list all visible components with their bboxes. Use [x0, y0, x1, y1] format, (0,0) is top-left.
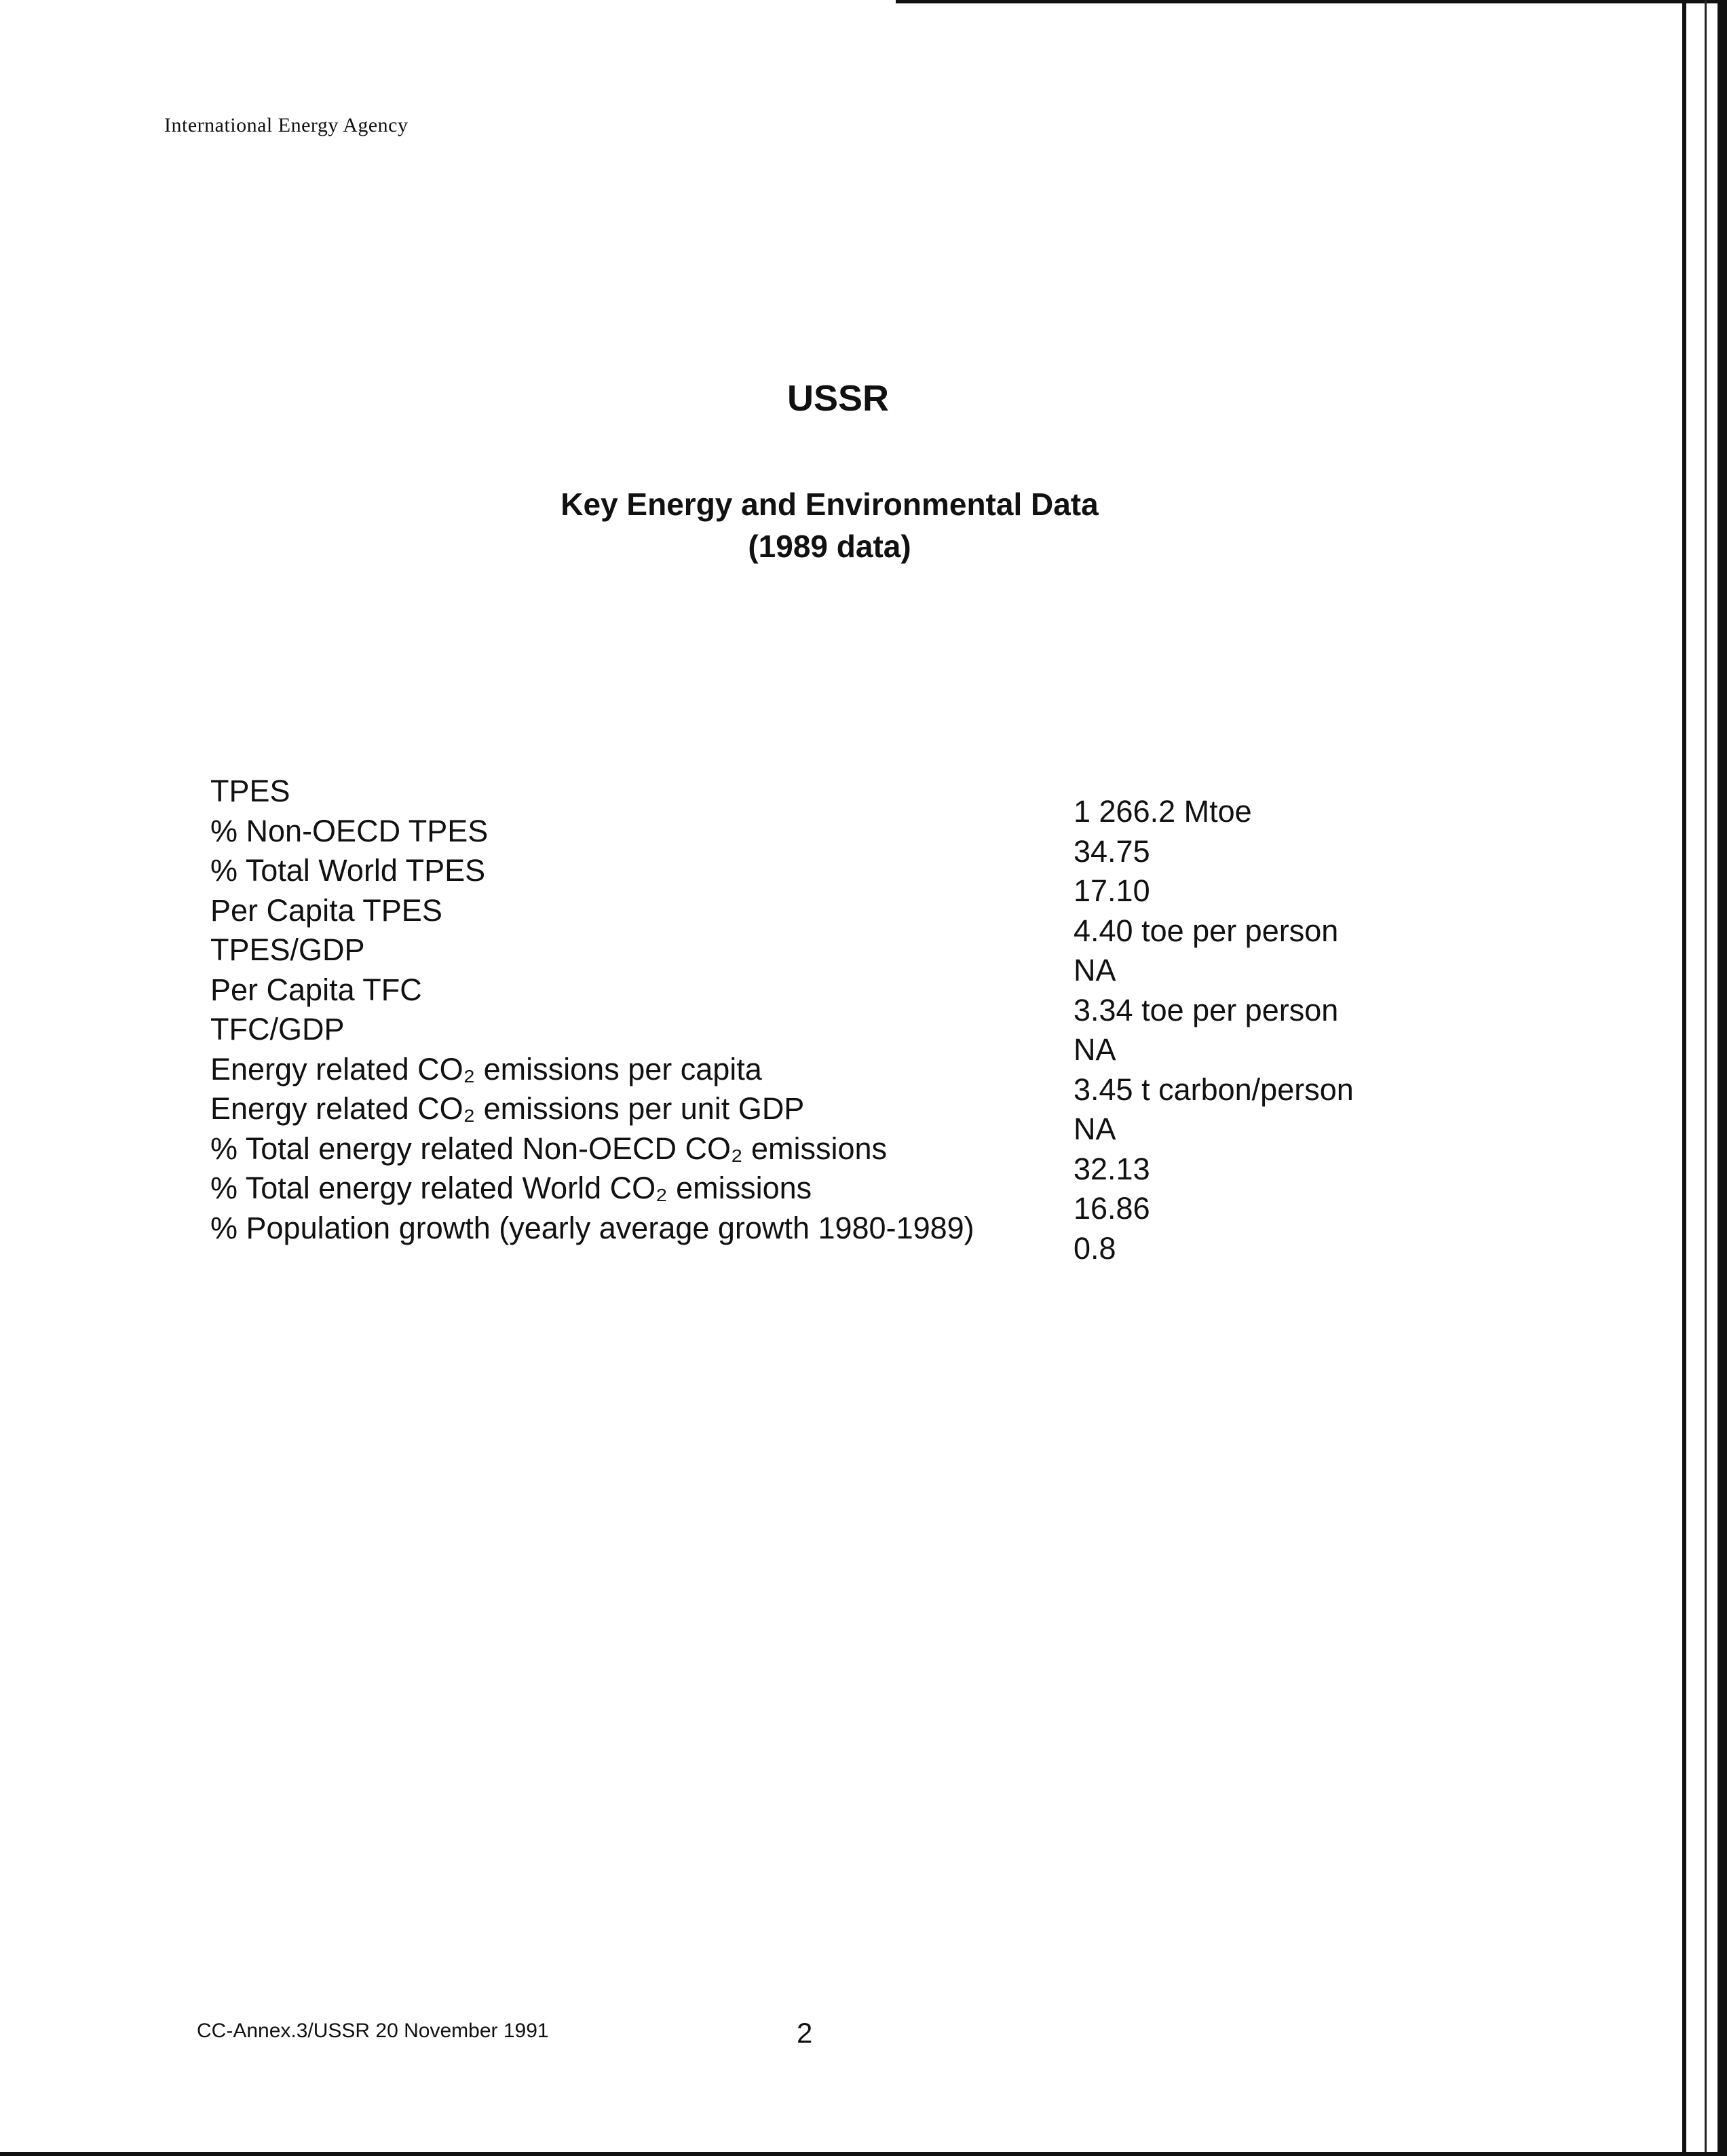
row-label: % Population growth (yearly average growth 1980-1989)	[210, 1210, 974, 1245]
page-number: 2	[797, 2017, 813, 2049]
subtitle-year: (1989 data)	[748, 529, 911, 564]
key-data-table	[210, 774, 1405, 1266]
table-row	[210, 1051, 1405, 1107]
row-label: Per Capita TPES	[210, 892, 442, 928]
page-border-right-inner	[1705, 0, 1707, 2156]
table-row	[210, 1171, 1405, 1226]
row-value: 32.13	[1074, 1151, 1150, 1186]
page-border-top	[896, 0, 1727, 3]
table-row	[210, 1131, 1405, 1186]
row-value: 0.8	[1074, 1230, 1116, 1266]
table-row	[210, 892, 1405, 948]
table-row	[210, 774, 1405, 829]
table-row	[210, 813, 1405, 869]
row-label: Energy related CO₂ emissions per capita	[210, 1051, 762, 1086]
row-value: NA	[1074, 1112, 1116, 1146]
table-row	[210, 1210, 1405, 1266]
page-subtitle	[0, 483, 1659, 567]
row-label: Per Capita TFC	[210, 972, 422, 1007]
row-label: % Total energy related World CO₂ emissions	[210, 1171, 812, 1205]
row-label: % Total energy related Non-OECD CO₂ emissions	[210, 1131, 888, 1166]
row-label: TPES	[210, 774, 290, 808]
row-label: TPES/GDP	[210, 932, 365, 967]
page-border-right-outer	[1717, 0, 1727, 2156]
row-value: 3.34 toe per person	[1074, 992, 1339, 1027]
row-label: Energy related CO₂ emissions per unit GDP	[210, 1091, 805, 1126]
table-row	[210, 853, 1405, 908]
row-label: % Total World TPES	[210, 853, 486, 888]
row-value: 34.75	[1074, 833, 1150, 869]
page-border-bottom	[0, 2152, 1727, 2156]
table-row	[210, 972, 1405, 1027]
row-value: 1 266.2 Mtoe	[1074, 794, 1252, 829]
row-value: 17.10	[1074, 873, 1150, 908]
row-value: NA	[1074, 1032, 1116, 1067]
row-value: 3.45 t carbon/person	[1074, 1072, 1354, 1107]
table-row	[210, 932, 1405, 987]
page-border-right	[1682, 0, 1686, 2156]
table-row	[210, 1091, 1405, 1146]
row-value: 16.86	[1074, 1191, 1150, 1226]
agency-header: International Energy Agency	[164, 114, 409, 136]
table-row	[210, 1012, 1405, 1067]
document-reference: CC-Annex.3/USSR 20 November 1991	[197, 2020, 549, 2042]
page-title: USSR	[786, 378, 890, 419]
row-value: NA	[1074, 953, 1116, 987]
row-label: TFC/GDP	[210, 1012, 345, 1046]
row-value: 4.40 toe per person	[1074, 913, 1339, 948]
row-label: % Non-OECD TPES	[210, 813, 489, 848]
subtitle-line: Key Energy and Environmental Data	[561, 487, 1099, 522]
